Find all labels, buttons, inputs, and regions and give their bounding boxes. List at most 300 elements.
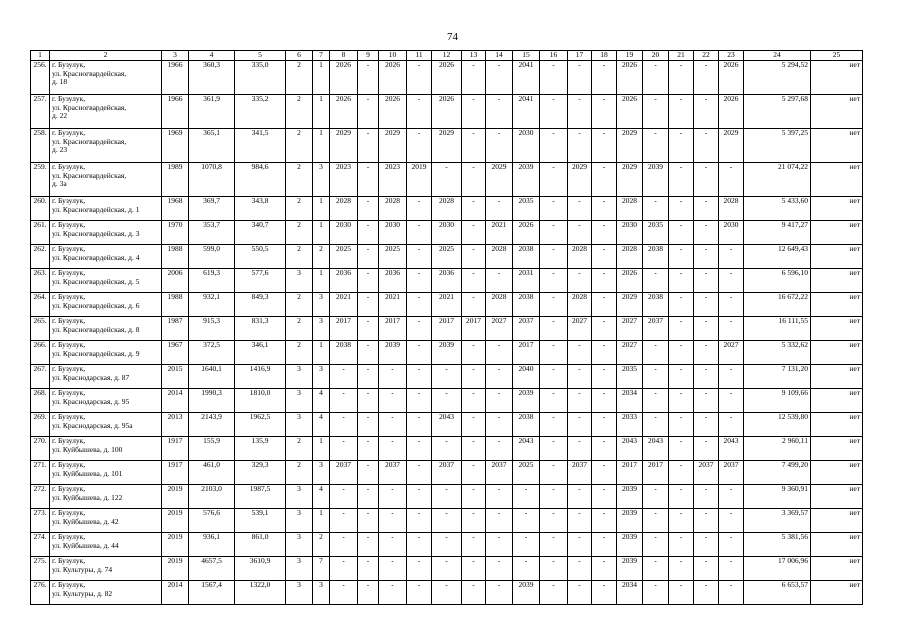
table-cell: 1917 <box>162 437 189 461</box>
address-cell: г. Бузулук, ул. Красногвардейская, д. 22 <box>50 95 162 129</box>
table-cell: 984,6 <box>235 163 286 197</box>
table-cell: - <box>379 557 407 581</box>
table-cell: 6 653,57 <box>744 581 811 605</box>
table-cell: - <box>669 389 694 413</box>
table-cell: 2038 <box>513 413 540 437</box>
table-cell: - <box>540 61 568 95</box>
table-cell: - <box>669 533 694 557</box>
table-cell: 2028 <box>568 293 592 317</box>
table-cell: - <box>592 269 617 293</box>
table-cell: 932,1 <box>189 293 235 317</box>
table-cell: 2019 <box>162 533 189 557</box>
table-row <box>31 245 863 269</box>
table-cell: нет <box>811 95 863 129</box>
row-index: 261. <box>31 221 50 245</box>
table-cell: 2021 <box>330 293 358 317</box>
row-index: 268. <box>31 389 50 413</box>
table-cell: 2 <box>286 95 313 129</box>
row-index: 273. <box>31 509 50 533</box>
table-row <box>31 485 863 509</box>
table-cell: - <box>719 293 744 317</box>
table-row <box>31 509 863 533</box>
table-cell: 2036 <box>432 269 462 293</box>
table-cell: 2028 <box>617 197 643 221</box>
table-cell: - <box>358 163 379 197</box>
table-cell: 2037 <box>719 461 744 485</box>
table-cell: - <box>540 129 568 163</box>
table-cell: - <box>432 557 462 581</box>
table-cell: - <box>432 485 462 509</box>
address-cell: г. Бузулук, ул. Куйбышева, д. 122 <box>50 485 162 509</box>
table-cell: 2 <box>286 221 313 245</box>
table-cell: - <box>694 341 719 365</box>
table-cell: 2 <box>313 533 330 557</box>
table-cell: нет <box>811 163 863 197</box>
table-cell: - <box>592 557 617 581</box>
table-cell: - <box>592 389 617 413</box>
table-cell: - <box>592 317 617 341</box>
table-cell: - <box>669 557 694 581</box>
table-row <box>31 269 863 293</box>
table-cell: нет <box>811 581 863 605</box>
table-cell: 2026 <box>719 95 744 129</box>
table-cell: - <box>568 365 592 389</box>
address-cell: г. Бузулук, ул. Куйбышева, д. 44 <box>50 533 162 557</box>
table-cell: - <box>592 533 617 557</box>
table-cell: - <box>694 129 719 163</box>
table-cell: 2037 <box>379 461 407 485</box>
table-cell: 2043 <box>643 437 669 461</box>
address-cell: г. Бузулук, ул. Красногвардейская, д. 1 <box>50 197 162 221</box>
table-cell: 2028 <box>568 245 592 269</box>
table-cell: 9 417,27 <box>744 221 811 245</box>
table-cell: - <box>540 221 568 245</box>
row-index: 266. <box>31 341 50 365</box>
table-cell: - <box>694 485 719 509</box>
table-row <box>31 389 863 413</box>
table-cell: - <box>669 245 694 269</box>
table-cell: - <box>669 341 694 365</box>
table-cell: - <box>719 413 744 437</box>
row-index: 258. <box>31 129 50 163</box>
table-cell: - <box>486 437 513 461</box>
table-cell: - <box>330 557 358 581</box>
table-cell: - <box>513 533 540 557</box>
table-cell: - <box>568 61 592 95</box>
housing-table <box>30 50 863 605</box>
table-cell: - <box>568 341 592 365</box>
table-cell: - <box>358 389 379 413</box>
table-cell: 2026 <box>617 61 643 95</box>
table-cell: 3 369,57 <box>744 509 811 533</box>
table-cell: - <box>462 365 486 389</box>
table-cell: - <box>486 197 513 221</box>
table-cell: 2037 <box>330 461 358 485</box>
table-cell: 5 433,60 <box>744 197 811 221</box>
table-cell: - <box>407 485 432 509</box>
row-index: 272. <box>31 485 50 509</box>
table-cell: 1987 <box>162 317 189 341</box>
table-cell: 2026 <box>432 61 462 95</box>
table-cell: 2033 <box>617 413 643 437</box>
table-cell: 2030 <box>432 221 462 245</box>
table-cell: нет <box>811 293 863 317</box>
table-cell: 577,6 <box>235 269 286 293</box>
table-cell: 2019 <box>162 509 189 533</box>
table-cell: - <box>568 269 592 293</box>
table-cell: 550,5 <box>235 245 286 269</box>
table-cell: - <box>592 581 617 605</box>
table-cell: - <box>643 485 669 509</box>
table-cell: - <box>568 509 592 533</box>
table-cell: 2030 <box>617 221 643 245</box>
column-number: 25 <box>811 51 863 61</box>
table-cell: - <box>432 581 462 605</box>
table-cell: 2027 <box>719 341 744 365</box>
table-cell: - <box>669 95 694 129</box>
table-cell: - <box>643 413 669 437</box>
table-cell: 2037 <box>432 461 462 485</box>
table-cell: - <box>592 163 617 197</box>
table-cell: - <box>643 509 669 533</box>
table-cell: нет <box>811 197 863 221</box>
table-cell: 3 <box>313 317 330 341</box>
table-cell: 2006 <box>162 269 189 293</box>
table-cell: - <box>719 485 744 509</box>
table-row <box>31 293 863 317</box>
table-cell: 12 649,43 <box>744 245 811 269</box>
table-cell: 1 <box>313 509 330 533</box>
table-row <box>31 341 863 365</box>
table-cell: 2041 <box>513 61 540 95</box>
table-cell: 2017 <box>617 461 643 485</box>
table-cell: 2028 <box>432 197 462 221</box>
table-cell: - <box>486 61 513 95</box>
address-cell: г. Бузулук, ул. Красногвардейская, д. 8 <box>50 317 162 341</box>
table-cell: 1567,4 <box>189 581 235 605</box>
table-cell: - <box>592 293 617 317</box>
table-cell: 2028 <box>719 197 744 221</box>
column-number: 23 <box>719 51 744 61</box>
table-cell: 341,5 <box>235 129 286 163</box>
column-number: 8 <box>330 51 358 61</box>
column-number: 18 <box>592 51 617 61</box>
table-cell: - <box>358 221 379 245</box>
table-cell: - <box>568 533 592 557</box>
table-cell: 2143,9 <box>189 413 235 437</box>
column-number: 11 <box>407 51 432 61</box>
address-cell: г. Бузулук, ул. Красногвардейская, д. 18 <box>50 61 162 95</box>
table-cell: - <box>462 221 486 245</box>
table-cell: - <box>486 365 513 389</box>
table-cell: 4657,5 <box>189 557 235 581</box>
table-cell: нет <box>811 557 863 581</box>
table-cell: - <box>592 437 617 461</box>
table-cell: 2025 <box>330 245 358 269</box>
address-cell: г. Бузулук, ул. Красногвардейская, д. 4 <box>50 245 162 269</box>
table-cell: 7 <box>313 557 330 581</box>
table-cell: 3 <box>286 389 313 413</box>
table-cell: - <box>486 485 513 509</box>
table-cell: - <box>407 317 432 341</box>
page-number: 74 <box>447 31 458 43</box>
table-cell: - <box>462 95 486 129</box>
table-cell: - <box>358 197 379 221</box>
table-cell: 2035 <box>643 221 669 245</box>
table-cell: - <box>643 269 669 293</box>
address-cell: г. Бузулук, ул. Культуры, д. 74 <box>50 557 162 581</box>
table-cell: 2039 <box>513 581 540 605</box>
table-cell: - <box>358 413 379 437</box>
table-cell: 16 672,22 <box>744 293 811 317</box>
table-cell: - <box>694 221 719 245</box>
table-cell: - <box>486 269 513 293</box>
table-cell: - <box>694 293 719 317</box>
table-cell: - <box>669 269 694 293</box>
table-cell: 1968 <box>162 197 189 221</box>
table-cell: 619,3 <box>189 269 235 293</box>
table-cell: - <box>358 461 379 485</box>
table-cell: - <box>669 437 694 461</box>
column-number: 24 <box>744 51 811 61</box>
table-cell: - <box>592 95 617 129</box>
table-cell: - <box>358 95 379 129</box>
table-cell: 9 109,66 <box>744 389 811 413</box>
table-cell: 2039 <box>617 509 643 533</box>
table-cell: - <box>540 341 568 365</box>
table-row <box>31 533 863 557</box>
table-cell: - <box>407 221 432 245</box>
table-cell: 2021 <box>432 293 462 317</box>
table-row <box>31 95 863 129</box>
table-cell: - <box>462 437 486 461</box>
table-cell: - <box>462 413 486 437</box>
table-cell: - <box>513 485 540 509</box>
table-cell: - <box>379 581 407 605</box>
table-cell: 2029 <box>432 129 462 163</box>
row-index: 267. <box>31 365 50 389</box>
table-cell: 1962,5 <box>235 413 286 437</box>
column-number: 15 <box>513 51 540 61</box>
table-cell: - <box>540 163 568 197</box>
table-cell: 1 <box>313 341 330 365</box>
table-cell: - <box>462 293 486 317</box>
table-cell: - <box>643 389 669 413</box>
table-cell: 2029 <box>617 163 643 197</box>
table-cell: - <box>432 163 462 197</box>
table-cell: 2026 <box>617 269 643 293</box>
table-cell: - <box>407 509 432 533</box>
table-cell: - <box>407 461 432 485</box>
table-cell: 12 539,80 <box>744 413 811 437</box>
column-number: 19 <box>617 51 643 61</box>
table-cell: - <box>330 389 358 413</box>
table-cell: - <box>592 61 617 95</box>
table-cell: 1640,1 <box>189 365 235 389</box>
table-cell: - <box>462 581 486 605</box>
table-cell: 17 006,96 <box>744 557 811 581</box>
table-cell: 1416,9 <box>235 365 286 389</box>
table-cell: - <box>330 365 358 389</box>
table-cell: 2037 <box>643 317 669 341</box>
table-cell: - <box>719 365 744 389</box>
table-cell: 21 074,22 <box>744 163 811 197</box>
table-cell: - <box>462 129 486 163</box>
table-cell: - <box>568 221 592 245</box>
table-cell: 3 <box>286 533 313 557</box>
table-cell: 2039 <box>513 389 540 413</box>
table-cell: нет <box>811 245 863 269</box>
table-cell: - <box>540 197 568 221</box>
table-cell: 2026 <box>513 221 540 245</box>
table-cell: 3 <box>286 365 313 389</box>
table-cell: 3 <box>313 461 330 485</box>
table-cell: 329,3 <box>235 461 286 485</box>
table-cell: - <box>358 485 379 509</box>
table-cell: нет <box>811 485 863 509</box>
table-cell: нет <box>811 129 863 163</box>
table-cell: 2026 <box>330 61 358 95</box>
table-cell: - <box>462 163 486 197</box>
table-cell: 2 <box>313 245 330 269</box>
table-cell: - <box>643 341 669 365</box>
table-cell: - <box>379 533 407 557</box>
table-cell: - <box>694 389 719 413</box>
table-cell: - <box>407 437 432 461</box>
table-cell: 2035 <box>617 365 643 389</box>
table-cell: - <box>568 389 592 413</box>
table-cell: - <box>432 437 462 461</box>
table-cell: 2041 <box>513 95 540 129</box>
table-cell: - <box>592 365 617 389</box>
column-number: 21 <box>669 51 694 61</box>
table-cell: - <box>568 129 592 163</box>
table-cell: - <box>330 581 358 605</box>
table-cell: - <box>592 509 617 533</box>
table-cell: 3 <box>313 293 330 317</box>
table-cell: 2028 <box>486 293 513 317</box>
table-cell: - <box>358 269 379 293</box>
table-cell: - <box>486 557 513 581</box>
table-cell: 2043 <box>432 413 462 437</box>
table-cell: - <box>358 581 379 605</box>
table-cell: - <box>694 533 719 557</box>
table-cell: 1970 <box>162 221 189 245</box>
table-cell: - <box>407 341 432 365</box>
table-cell: - <box>486 95 513 129</box>
table-cell: - <box>462 61 486 95</box>
table-cell: - <box>407 269 432 293</box>
table-cell: 6 596,10 <box>744 269 811 293</box>
row-index: 264. <box>31 293 50 317</box>
table-cell: 2030 <box>379 221 407 245</box>
table-cell: 2038 <box>330 341 358 365</box>
table-cell: 2103,0 <box>189 485 235 509</box>
column-number: 7 <box>313 51 330 61</box>
column-number: 5 <box>235 51 286 61</box>
table-cell: 343,8 <box>235 197 286 221</box>
table-cell: 2 <box>286 461 313 485</box>
table-cell: 2 <box>286 163 313 197</box>
table-cell: 346,1 <box>235 341 286 365</box>
table-cell: 2026 <box>617 95 643 129</box>
table-cell: - <box>694 509 719 533</box>
table-cell: 2038 <box>643 245 669 269</box>
row-index: 256. <box>31 61 50 95</box>
table-cell: 2039 <box>617 485 643 509</box>
table-cell: - <box>486 413 513 437</box>
table-cell: 1917 <box>162 461 189 485</box>
table-cell: 2039 <box>513 163 540 197</box>
table-cell: - <box>643 61 669 95</box>
table-cell: 1988 <box>162 293 189 317</box>
table-cell: 3610,9 <box>235 557 286 581</box>
table-cell: - <box>669 413 694 437</box>
table-cell: 2017 <box>643 461 669 485</box>
table-cell: 2026 <box>432 95 462 129</box>
table-cell: 155,9 <box>189 437 235 461</box>
table-cell: - <box>568 485 592 509</box>
table-cell: нет <box>811 269 863 293</box>
table-row <box>31 197 863 221</box>
column-number: 6 <box>286 51 313 61</box>
table-cell: 361,9 <box>189 95 235 129</box>
table-cell: - <box>462 485 486 509</box>
table-cell: 1988 <box>162 245 189 269</box>
table-cell: 576,6 <box>189 509 235 533</box>
table-cell: - <box>592 485 617 509</box>
table-cell: - <box>694 437 719 461</box>
table-cell: - <box>643 365 669 389</box>
column-number: 10 <box>379 51 407 61</box>
table-cell: 2028 <box>330 197 358 221</box>
table-cell: 2029 <box>379 129 407 163</box>
table-cell: - <box>407 581 432 605</box>
column-number: 14 <box>486 51 513 61</box>
table-cell: 7 131,20 <box>744 365 811 389</box>
table-cell: нет <box>811 461 863 485</box>
table-cell: 2019 <box>162 485 189 509</box>
address-cell: г. Бузулук, ул. Краснодарская, д. 95а <box>50 413 162 437</box>
column-number: 16 <box>540 51 568 61</box>
table-cell: 5 381,56 <box>744 533 811 557</box>
table-cell: - <box>358 129 379 163</box>
table-cell: - <box>540 365 568 389</box>
table-cell: 2026 <box>719 61 744 95</box>
table-cell: - <box>407 95 432 129</box>
table-cell: - <box>358 245 379 269</box>
table-cell: - <box>540 509 568 533</box>
table-cell: 2037 <box>694 461 719 485</box>
table-cell: 2025 <box>513 461 540 485</box>
table-cell: 2034 <box>617 389 643 413</box>
table-cell: 2027 <box>486 317 513 341</box>
table-cell: 2043 <box>513 437 540 461</box>
table-cell: 2019 <box>407 163 432 197</box>
table-cell: - <box>407 197 432 221</box>
table-cell: 2 960,11 <box>744 437 811 461</box>
table-cell: 2037 <box>568 461 592 485</box>
table-cell: - <box>358 437 379 461</box>
table-cell: 3 <box>313 365 330 389</box>
table-cell: 2040 <box>513 365 540 389</box>
table-cell: нет <box>811 413 863 437</box>
row-index: 275. <box>31 557 50 581</box>
table-cell: - <box>592 245 617 269</box>
table-cell: - <box>694 317 719 341</box>
table-cell: 831,3 <box>235 317 286 341</box>
table-cell: - <box>719 509 744 533</box>
